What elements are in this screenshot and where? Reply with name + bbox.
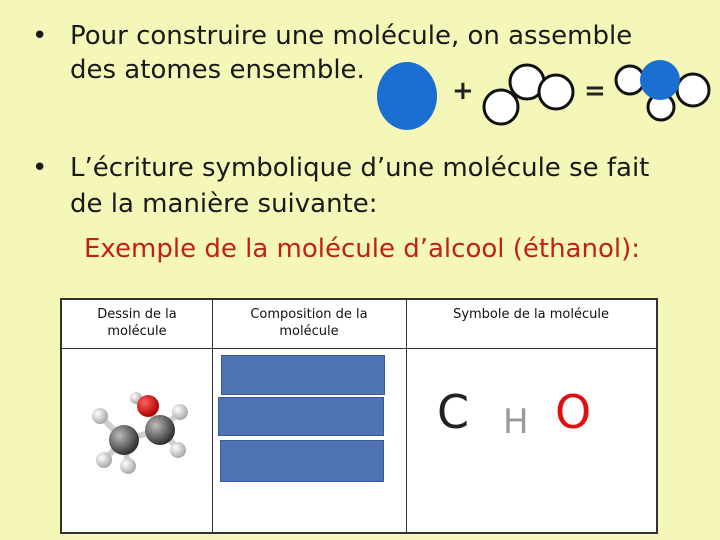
- bullet-marker: •: [32, 21, 48, 51]
- bullet-text-line2: de la manière suivante:: [70, 189, 378, 219]
- blue-atom-icon: [377, 62, 437, 130]
- header-drawing-line1: Dessin de la: [97, 307, 177, 322]
- bullet-text-line1: Pour construire une molécule, on assemble: [70, 21, 633, 51]
- molecule-assembly-illustration: [0, 0, 720, 140]
- header-symbol: Symbole de la molécule: [453, 307, 609, 322]
- column-divider: [212, 300, 213, 532]
- composition-bar-1: [221, 355, 385, 395]
- assembled-molecule-icon: [616, 60, 709, 120]
- symbol-carbon: C: [437, 385, 470, 439]
- header-drawing-line2: molécule: [107, 324, 167, 339]
- bullet-text-line2: des atomes ensemble.: [70, 55, 365, 85]
- equals-sign: =: [584, 76, 606, 106]
- bullet-marker: •: [32, 153, 48, 183]
- symbol-hydrogen: H: [503, 402, 529, 442]
- header-divider: [62, 348, 656, 349]
- composition-bar-3: [220, 440, 384, 482]
- plus-sign: +: [452, 76, 474, 106]
- header-composition: [212, 300, 406, 354]
- bullet-text-line1: L’écriture symbolique d’une molécule se fait: [70, 153, 650, 183]
- header-composition-line2: molécule: [279, 324, 339, 339]
- header-composition-line1: Composition de la: [250, 307, 368, 322]
- column-divider: [406, 300, 407, 532]
- example-title: Exemple de la molécule d’alcool (éthanol):: [84, 234, 641, 264]
- header-drawing: [62, 300, 212, 354]
- symbol-oxygen: O: [555, 385, 592, 439]
- white-atoms-icon: [484, 65, 573, 124]
- composition-bar-2: [218, 397, 384, 436]
